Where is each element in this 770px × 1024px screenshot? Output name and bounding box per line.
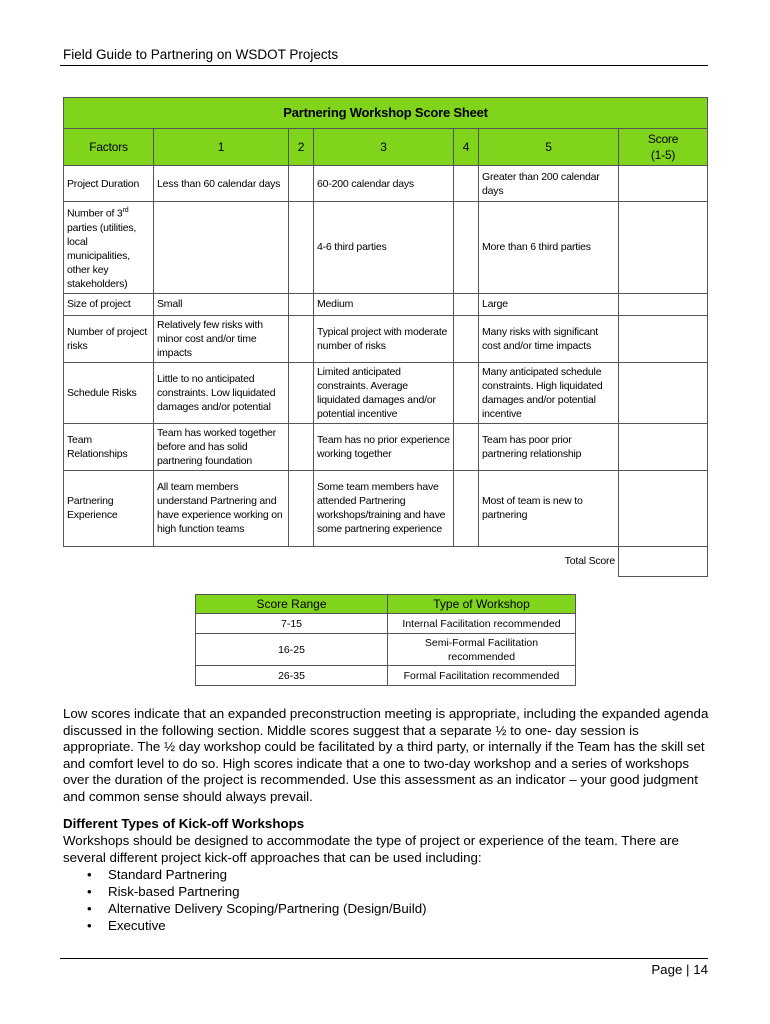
column-header-factors: Factors [64, 129, 154, 166]
score-1-description: Relatively few risks with minor cost and/or time impacts [154, 315, 289, 362]
score-4-cell [454, 202, 479, 294]
score-4-cell [454, 166, 479, 202]
bullet-icon: • [87, 901, 92, 916]
score-3-description: 60-200 calendar days [314, 166, 454, 202]
factor-label: Partnering Experience [64, 470, 154, 546]
column-header-5: 5 [479, 129, 619, 166]
score-2-cell [289, 470, 314, 546]
column-header-score: Score (1-5) [619, 129, 708, 166]
score-1-description: Little to no anticipated constraints. Low liquidated damages and/or potential [154, 362, 289, 423]
column-header-3: 3 [314, 129, 454, 166]
score-3-description: Typical project with moderate number of risks [314, 315, 454, 362]
score-range-table [195, 594, 576, 686]
score-interpretation-paragraph: Low scores indicate that an expanded preconstruction meeting is appropriate, including the expanded agenda discussed in the following section. Middle scores suggest that a separate ½ to one- day session is appropriate. The ½ day workshop could be facilitated by a third party, or internally if the Team has the skill set and comfort level to do so. High scores indicate that a one to two-day workshop and a series of workshops over the duration of the project is recommended. Use this assessment as an indicator – your good judgment and common sense should always prevail. [63, 706, 709, 804]
factor-label: Number of project risks [64, 315, 154, 362]
score-5-description: Many risks with significant cost and/or time impacts [479, 315, 619, 362]
score-3-description: Limited anticipated constraints. Average liquidated damages and/or potential incentive [314, 362, 454, 423]
factor-label: Schedule Risks [64, 362, 154, 423]
page-number: Page | 14 [651, 962, 708, 977]
score-entry-cell[interactable] [619, 315, 708, 362]
score-4-cell [454, 423, 479, 470]
score-2-cell [289, 166, 314, 202]
score-3-description: 4-6 third parties [314, 202, 454, 294]
list-item-label: Standard Partnering [108, 867, 228, 882]
factor-label: Project Duration [64, 166, 154, 202]
score-4-cell [454, 315, 479, 362]
score-entry-cell[interactable] [619, 470, 708, 546]
footer-divider [60, 958, 708, 959]
score-range-value: 7-15 [196, 614, 388, 634]
score-2-cell [289, 293, 314, 315]
document-header-title: Field Guide to Partnering on WSDOT Projects [63, 47, 339, 62]
total-score-label: Total Score [64, 546, 619, 576]
score-2-cell [289, 362, 314, 423]
score-5-description: Large [479, 293, 619, 315]
workshop-type-list [80, 866, 427, 934]
score-4-cell [454, 470, 479, 546]
factor-label: Size of project [64, 293, 154, 315]
score-2-cell [289, 315, 314, 362]
bullet-icon: • [87, 884, 92, 899]
score-3-description: Some team members have attended Partnering workshops/training and have some partnering experience [314, 470, 454, 546]
score-range-value: 26-35 [196, 666, 388, 686]
score-1-description: Team has worked together before and has solid partnering foundation [154, 423, 289, 470]
list-item [80, 917, 427, 934]
score-5-description: Many anticipated schedule constraints. High liquidated damages and/or potential incentive [479, 362, 619, 423]
workshop-type-value: Internal Facilitation recommended [388, 614, 576, 634]
list-item-label: Risk-based Partnering [108, 884, 240, 899]
score-4-cell [454, 362, 479, 423]
score-range-value: 16-25 [196, 634, 388, 666]
score-5-description: More than 6 third parties [479, 202, 619, 294]
workshop-type-value: Formal Facilitation recommended [388, 666, 576, 686]
column-header-1: 1 [154, 129, 289, 166]
header-divider [60, 65, 708, 66]
bullet-icon: • [87, 918, 92, 933]
score-1-description: Small [154, 293, 289, 315]
score-4-cell [454, 293, 479, 315]
score-3-description: Medium [314, 293, 454, 315]
factor-label: Team Relationships [64, 423, 154, 470]
partnering-score-sheet [63, 97, 708, 577]
score-3-description: Team has no prior experience working together [314, 423, 454, 470]
score-entry-cell[interactable] [619, 423, 708, 470]
score-entry-cell[interactable] [619, 362, 708, 423]
score-2-cell [289, 202, 314, 294]
score-1-description: All team members understand Partnering and have experience working on high function teams [154, 470, 289, 546]
score-entry-cell[interactable] [619, 166, 708, 202]
score-1-description: Less than 60 calendar days [154, 166, 289, 202]
score-2-cell [289, 423, 314, 470]
score-entry-cell[interactable] [619, 293, 708, 315]
list-item [80, 866, 427, 883]
section-heading: Different Types of Kick-off Workshops [63, 816, 305, 831]
workshop-types-paragraph: Workshops should be designed to accommodate the type of project or experience of the team. There are several different project kick-off approaches that can be used including: [63, 833, 679, 865]
column-header-2: 2 [289, 129, 314, 166]
score-1-description [154, 202, 289, 294]
list-item [80, 900, 427, 917]
workshop-type-value: Semi-Formal Facilitation recommended [388, 634, 576, 666]
list-item-label: Executive [108, 918, 166, 933]
score-sheet-title: Partnering Workshop Score Sheet [64, 98, 708, 129]
score-5-description: Most of team is new to partnering [479, 470, 619, 546]
score-range-header: Score Range [196, 595, 388, 614]
list-item-label: Alternative Delivery Scoping/Partnering (Design/Build) [108, 901, 427, 916]
score-5-description: Greater than 200 calendar days [479, 166, 619, 202]
column-header-4: 4 [454, 129, 479, 166]
score-5-description: Team has poor prior partnering relationship [479, 423, 619, 470]
workshop-type-header: Type of Workshop [388, 595, 576, 614]
total-score-cell[interactable] [619, 546, 708, 576]
factor-label: Number of 3rd parties (utilities, local municipalities, other key stakeholders) [64, 202, 154, 294]
score-entry-cell[interactable] [619, 202, 708, 294]
bullet-icon: • [87, 867, 92, 882]
list-item [80, 883, 427, 900]
